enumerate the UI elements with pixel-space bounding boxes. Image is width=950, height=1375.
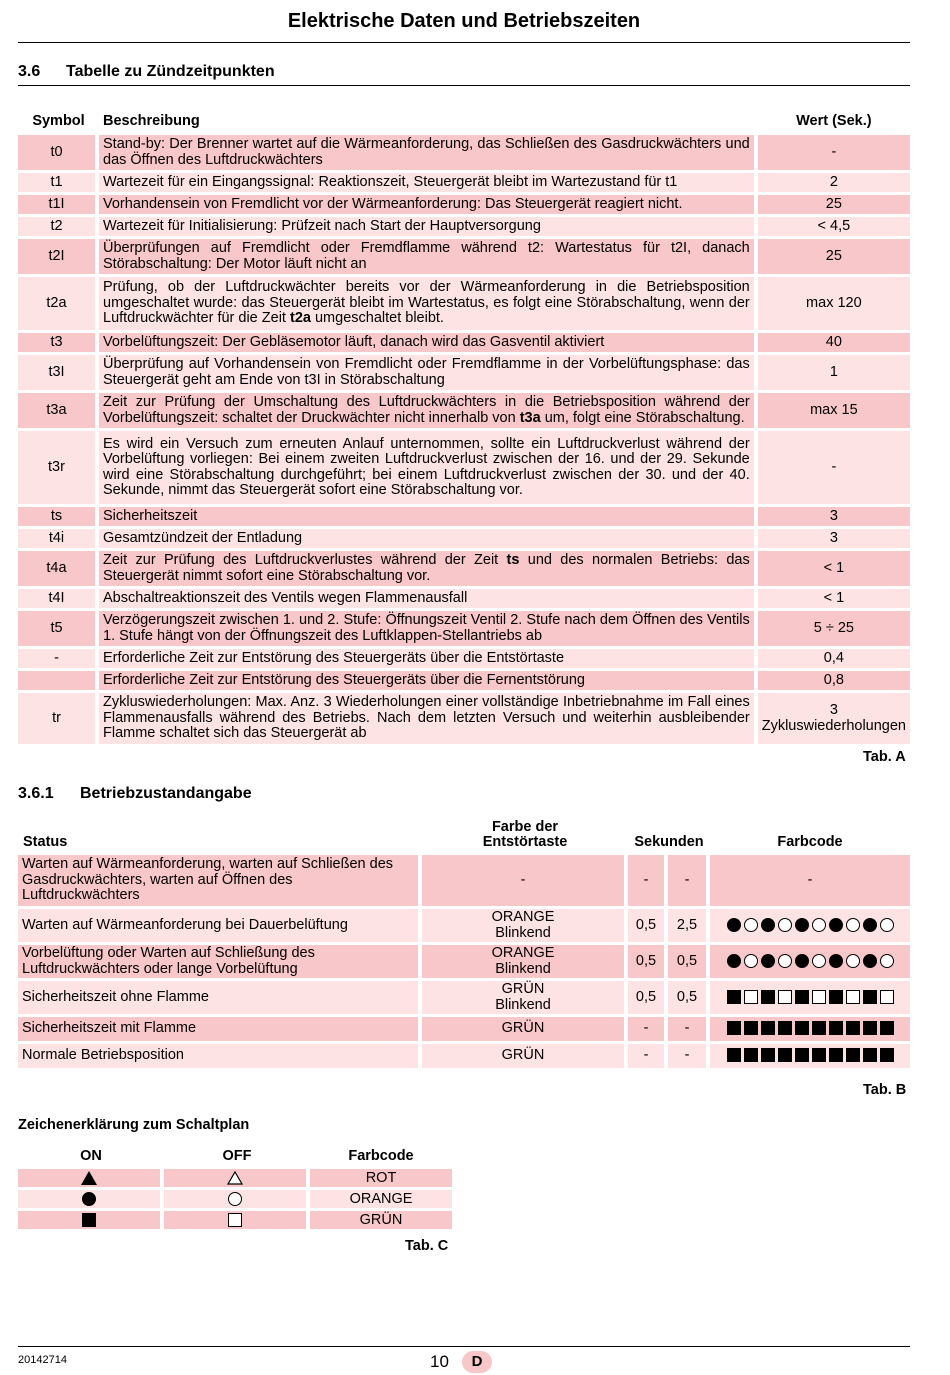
symbol-cell: t3r [18,431,99,504]
description-text: Zeit zur Prüfung der Umschaltung des Luftdruckwächters in die Betriebsposition während der Vorbelüftungszeit: schaltet der Druckwächter nicht innerhalb von [103,394,750,426]
value-cell: 0,4 [758,649,910,668]
table-row [18,945,910,978]
color-code-cell [710,981,910,1014]
circle-filled-icon [727,918,741,932]
seconds-off-cell: 0,5 [668,945,710,978]
col-value: Wert (Sek.) [796,113,872,129]
description-bold: t2a [289,310,311,327]
circle-filled-icon [761,954,775,968]
description-cell: Zykluswiederholungen: Max. Anz. 3 Wiederholungen einer vollständige Inbetriebnahme im Fall eines Flammenausfalls während des Betriebs. Nach dem letzten Versuch und weiterhin ausbleibender Flamme schaltet sich das Steuergerät ab [99,693,758,744]
value-cell: 40 [758,333,910,352]
square-filled-icon [761,1021,775,1035]
reset-color-text: ORANGE Blinkend [491,945,555,977]
description-cell: Verzögerungszeit zwischen 1. und 2. Stufe: Öffnungszeit Ventil 2. Stufe nach dem Öffnen des Ventils 1. Stufe hängt von der Öffnungszeit des Luftklappen-Stellantriebs ab [99,611,758,646]
table-row [18,671,910,690]
col-description: Beschreibung [103,113,200,129]
symbol-cell [18,671,99,690]
square-filled-icon [727,1021,741,1035]
description-cell: Sicherheitszeit [99,507,758,526]
status-cell: Sicherheitszeit mit Flamme [18,1017,422,1041]
square-filled-icon [744,1048,758,1062]
square-filled-icon [880,1021,894,1035]
status-cell: Normale Betriebsposition [18,1044,422,1068]
page-title: Elektrische Daten und Betriebszeiten [287,10,641,32]
status-cell: Sicherheitszeit ohne Flamme [18,981,422,1014]
symbol-cell: t5 [18,611,99,646]
on-cell [18,1169,164,1187]
status-cell: Vorbelüftung oder Warten auf Schließung des Luftdruckwächters oder lange Vorbelüftung [18,945,422,978]
circle-empty-icon [880,954,894,968]
seconds-off-cell: - [668,1044,710,1068]
colorcode-cell: ROT [310,1169,452,1187]
square-filled-icon [829,1048,843,1062]
table-row [18,551,910,586]
symbol-cell: t3 [18,333,99,352]
circle-empty-icon [846,918,860,932]
description-cell: Es wird ein Versuch zum erneuten Anlauf unternommen, sollte ein Luftdruckverlust während der Vorbelüftung vorliegen: Bei einem zweiten Luftdruckverlust zwischen der 16. und der 29. Sekunde wird eine Störabschaltung durchgeführt; bei einem Luftdruckverlust zwischen der 30. und der 40. Sekunde, nimmt das Steuergerät sofort eine Störabschaltung vor. [99,431,758,504]
seconds-on-cell: - [628,1017,668,1041]
reset-color-cell [422,981,628,1014]
symbol-cell: t0 [18,135,99,170]
square-empty-icon [846,990,860,1004]
description-text: Prüfung, ob der Luftdruckwächter bereits vor der Wärmeanforderung in die Betriebsposition umgeschaltet wurde: das Steuergerät bleibt im Wartestatus, es folgt eine Störabschaltung, wenn der Luftdruckwächter für die Zeit [103,279,750,327]
table-row [18,355,910,390]
circle-empty-icon [744,918,758,932]
seconds-on-cell: 0,5 [628,981,668,1014]
description-cell: Wartezeit für ein Eingangssignal: Reaktionszeit, Steuergerät bleibt im Wartezustand für t1 [99,173,758,192]
seconds-off-cell: - [668,855,710,906]
reset-color-text: - [520,871,526,888]
square-filled-icon [863,1021,877,1035]
table-row [18,173,910,192]
description-cell: Vorhandensein von Fremdlicht vor der Wärmeanforderung: Das Steuergerät reagiert nicht. [99,195,758,214]
circle-filled-icon [795,918,809,932]
seconds-on-cell: - [628,855,668,906]
legend-row [18,1211,452,1229]
value-cell: 0,8 [758,671,910,690]
square-filled-icon [812,1021,826,1035]
square-filled-icon [778,1021,792,1035]
subsection-number: 3.6.1 [18,785,54,802]
reset-color-cell [422,909,628,942]
col-colorcode: Farbcode [348,1148,414,1164]
circle-filled-icon [863,954,877,968]
description-cell [99,551,758,586]
value-cell: 3 [758,507,910,526]
square-filled-icon [778,1048,792,1062]
section-title: Tabelle zu Zündzeitpunkten [66,63,275,80]
description-text: um, folgt eine Störabschaltung. [540,409,745,426]
color-code-cell [710,909,910,942]
circle-empty-icon [846,954,860,968]
color-code-sequence [727,1021,894,1035]
status-cell: Warten auf Wärmeanforderung, warten auf Schließen des Gasdruckwächters, warten auf Öffnen des Luftdruckwächters [18,855,422,906]
description-bold: ts [506,552,520,568]
square-filled-icon [727,1048,741,1062]
symbol-cell: t4I [18,589,99,608]
description-cell [99,393,758,428]
reset-color-text: GRÜN Blinkend [495,981,551,1013]
seconds-off-cell: - [668,1017,710,1041]
value-cell: max 15 [758,393,910,428]
circle-filled-icon [761,918,775,932]
table-row [18,431,910,504]
description-text: und des normalen Betriebs: das Steuergerät nimmt sofort eine Störabschaltung vor. [103,552,750,584]
table-row [18,1044,910,1068]
colorcode-cell: ORANGE [310,1190,452,1208]
table-row [18,909,910,942]
square-filled-icon [812,1048,826,1062]
symbol-cell: t1 [18,173,99,192]
footer-rule [18,1346,910,1347]
status-cell: Warten auf Wärmeanforderung bei Dauerbelüftung [18,909,422,942]
triangle-empty-icon [227,1171,243,1185]
legend-table [18,1143,452,1232]
value-cell: max 120 [758,277,910,330]
symbol-cell: t3I [18,355,99,390]
col-seconds: Sekunden [634,834,704,850]
circle-empty-icon [880,918,894,932]
subsection-heading [18,785,252,803]
table-row [18,693,910,744]
legend-title: Zeichenerklärung zum Schaltplan [18,1117,250,1133]
triangle-filled-icon [81,1171,97,1185]
square-filled-icon [863,990,877,1004]
on-cell [18,1211,164,1229]
seconds-off-cell: 0,5 [668,981,710,1014]
description-bold: t3a [519,409,541,426]
color-code-sequence [727,954,894,968]
square-filled-icon [744,1021,758,1035]
col-off: OFF [222,1148,252,1164]
reset-color-text: GRÜN [501,1047,545,1064]
section-heading [18,63,275,81]
table-row [18,981,910,1014]
seconds-on-cell: 0,5 [628,945,668,978]
value-cell: 5 ÷ 25 [758,611,910,646]
description-cell: Wartezeit für Initialisierung: Prüfzeit nach Start der Hauptversorgung [99,217,758,236]
description-cell: Überprüfungen auf Fremdlicht oder Fremdflamme während t2: Wartestatus für t2I, danach Störabschaltung: Der Motor läuft nicht an [99,239,758,274]
off-cell [164,1190,310,1208]
square-filled-icon [880,1048,894,1062]
table-c-label: Tab. C [405,1238,449,1254]
circle-filled-icon [829,954,843,968]
table-a-label: Tab. A [863,749,906,765]
circle-empty-icon [228,1192,242,1206]
description-cell: Überprüfung auf Vorhandensein von Fremdlicht oder Fremdflamme in der Vorbelüftungsphase: das Steuergerät geht am Ende von t3I in Störabschaltung [99,355,758,390]
table-row [18,277,910,330]
circle-empty-icon [778,918,792,932]
square-filled-icon [829,1021,843,1035]
reset-color-text: ORANGE Blinkend [491,909,555,941]
description-cell: Gesamtzündzeit der Entladung [99,529,758,548]
description-cell: Vorbelüftungszeit: Der Gebläsemotor läuft, danach wird das Gasventil aktiviert [99,333,758,352]
table-row [18,529,910,548]
square-filled-icon [761,990,775,1004]
on-cell [18,1190,164,1208]
table-row [18,611,910,646]
description-text: Zeit zur Prüfung des Luftdruckverlustes während der Zeit [103,552,507,568]
square-filled-icon [795,1021,809,1035]
table-row [18,589,910,608]
description-cell: Erforderliche Zeit zur Entstörung des Steuergeräts über die Fernentstörung [99,671,758,690]
color-code-cell [710,1017,910,1041]
description-cell: Abschaltreaktionszeit des Ventils wegen Flammenausfall [99,589,758,608]
square-empty-icon [744,990,758,1004]
symbol-cell: t4i [18,529,99,548]
table-row [18,217,910,236]
value-cell: 1 [758,355,910,390]
square-empty-icon [778,990,792,1004]
symbol-cell: ts [18,507,99,526]
col-reset-color: Farbe der Entstörtaste [482,819,568,850]
square-filled-icon [795,1048,809,1062]
document-number: 20142714 [18,1354,67,1366]
circle-empty-icon [778,954,792,968]
table-row [18,1017,910,1041]
reset-color-cell [422,855,628,906]
page-number: 10 [430,1352,449,1371]
value-cell: < 4,5 [758,217,910,236]
table-row [18,855,910,906]
seconds-on-cell: 0,5 [628,909,668,942]
table-row [18,333,910,352]
colorcode-cell: GRÜN [310,1211,452,1229]
legend-row [18,1190,452,1208]
symbol-cell: t2a [18,277,99,330]
symbol-cell: - [18,649,99,668]
seconds-off-cell: 2,5 [668,909,710,942]
col-status: Status [23,834,68,850]
circle-filled-icon [727,954,741,968]
table-row [18,507,910,526]
table-b-label: Tab. B [863,1082,907,1098]
table-row [18,239,910,274]
description-text: umgeschaltet bleibt. [310,310,444,327]
color-code-sequence [727,1048,894,1062]
color-code-cell [710,945,910,978]
square-filled-icon [727,990,741,1004]
value-cell: 3 [758,529,910,548]
circle-filled-icon [829,918,843,932]
color-code-cell [710,855,910,906]
square-filled-icon [846,1021,860,1035]
value-cell: 2 [758,173,910,192]
symbol-cell: t2 [18,217,99,236]
table-row [18,393,910,428]
value-cell: < 1 [758,551,910,586]
description-cell: Stand-by: Der Brenner wartet auf die Wärmeanforderung, das Schließen des Gasdruckwächters und das Öffnen des Luftdruckwächters [99,135,758,170]
symbol-cell: tr [18,693,99,744]
description-cell: Erforderliche Zeit zur Entstörung des Steuergeräts über die Entstörtaste [99,649,758,668]
square-empty-icon [880,990,894,1004]
symbol-cell: t2I [18,239,99,274]
section-rule [18,85,910,86]
color-code-text: - [807,871,813,888]
symbol-cell: t4a [18,551,99,586]
reset-color-cell [422,945,628,978]
circle-filled-icon [863,918,877,932]
description-cell [99,277,758,330]
operating-status-table [18,815,910,1071]
section-number: 3.6 [18,63,41,80]
square-filled-icon [863,1048,877,1062]
value-cell: 25 [758,239,910,274]
header-rule [18,42,910,43]
col-on: ON [80,1148,102,1164]
square-filled-icon [82,1213,96,1227]
value-cell: - [758,431,910,504]
table-row [18,135,910,170]
circle-empty-icon [812,918,826,932]
value-cell: 3 Zykluswiederholungen [758,693,910,744]
circle-filled-icon [795,954,809,968]
symbol-cell: t1I [18,195,99,214]
reset-color-text: GRÜN [501,1020,545,1037]
subsection-title: Betriebzustandangabe [80,785,252,802]
ignition-timing-table [18,107,910,747]
legend-row [18,1169,452,1187]
circle-empty-icon [744,954,758,968]
circle-empty-icon [812,954,826,968]
square-empty-icon [228,1213,242,1227]
col-symbol: Symbol [32,113,85,129]
col-color-code: Farbcode [777,834,843,850]
symbol-cell: t3a [18,393,99,428]
reset-color-cell [422,1044,628,1068]
value-cell: - [758,135,910,170]
reset-color-cell [422,1017,628,1041]
square-filled-icon [795,990,809,1004]
color-code-sequence [727,918,894,932]
square-filled-icon [829,990,843,1004]
seconds-on-cell: - [628,1044,668,1068]
country-badge: D [462,1351,492,1373]
value-cell: 25 [758,195,910,214]
square-empty-icon [812,990,826,1004]
value-cell: < 1 [758,589,910,608]
off-cell [164,1169,310,1187]
table-row [18,649,910,668]
color-code-sequence [727,990,894,1004]
off-cell [164,1211,310,1229]
square-filled-icon [761,1048,775,1062]
square-filled-icon [846,1048,860,1062]
circle-filled-icon [82,1192,96,1206]
table-row [18,195,910,214]
color-code-cell [710,1044,910,1068]
